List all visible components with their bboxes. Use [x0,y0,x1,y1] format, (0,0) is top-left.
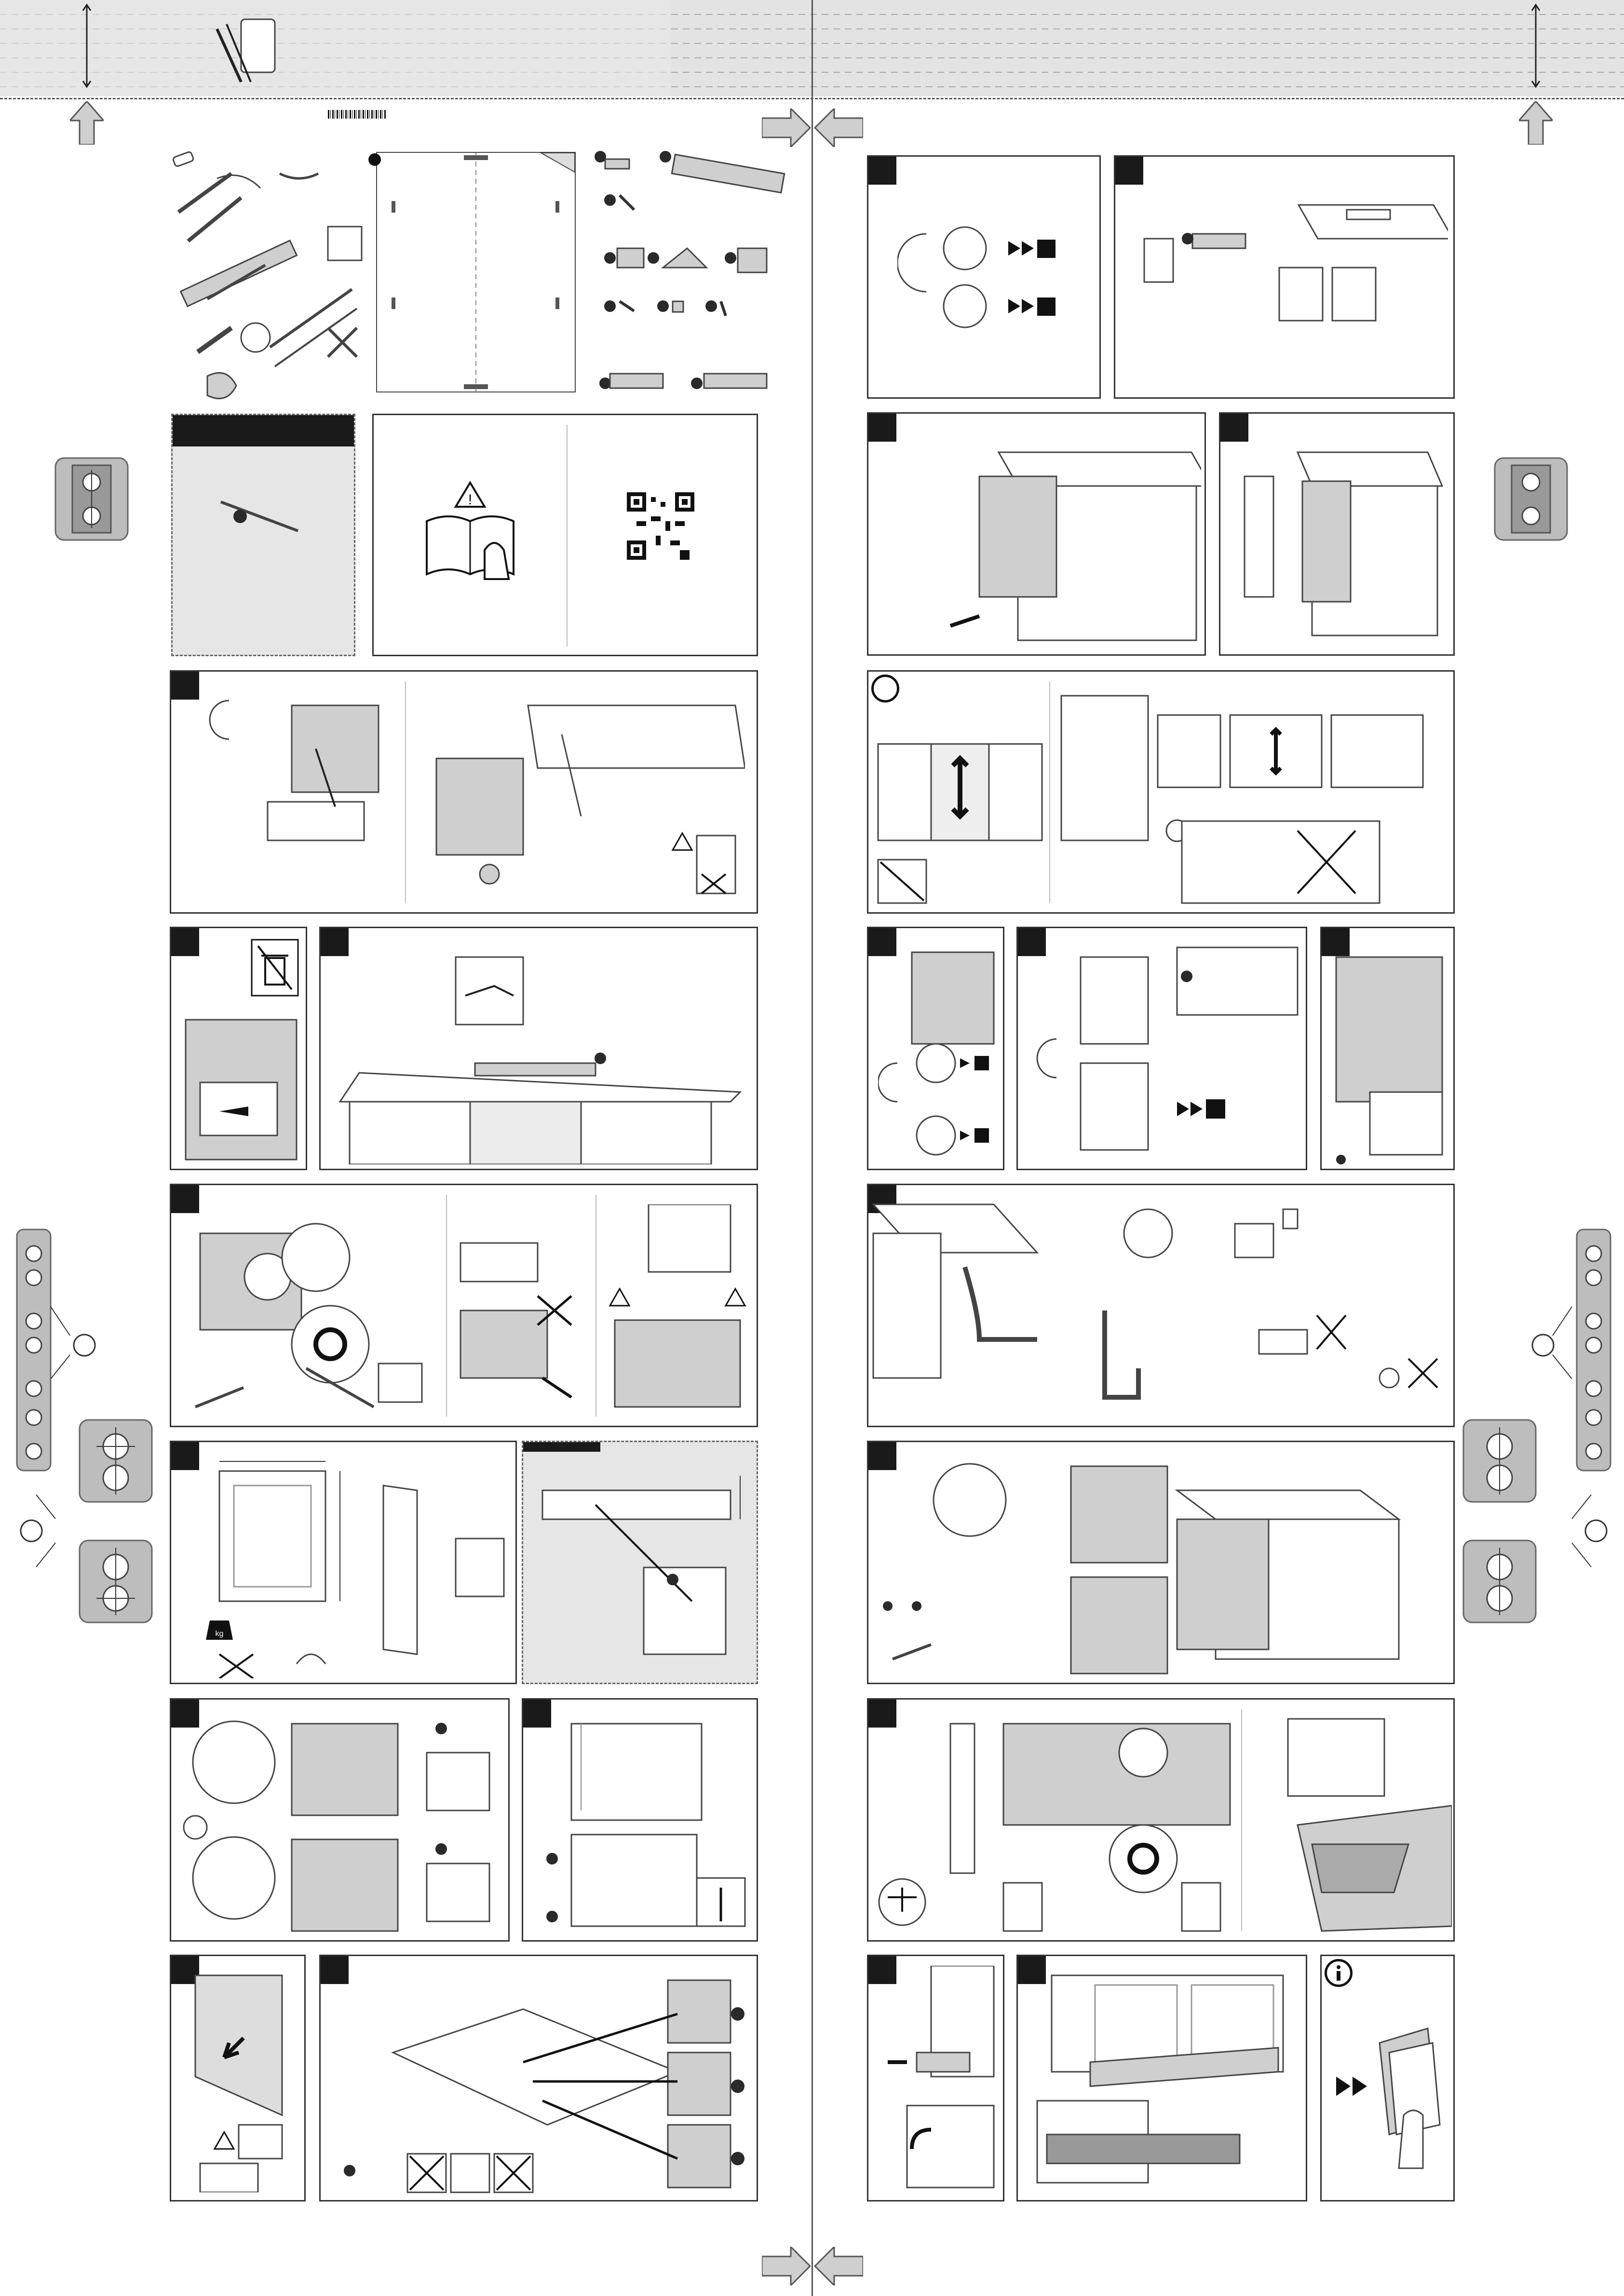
step-badge [868,157,896,185]
panel-step-clearance [522,1441,758,1684]
step-badge [171,1442,199,1470]
panel-step-door-weight [170,1441,517,1684]
panel-step-door-check [867,155,1101,399]
panel-step-template [319,927,758,1170]
panel-step-cut-steam-guard [170,1698,510,1942]
step-badge [1115,157,1143,185]
bracket-detail-icon [1461,1418,1538,1504]
fold-line [812,0,813,2296]
step-badge [868,414,896,442]
panel-step-plinth [867,1955,1004,2201]
panel-step-cabinet-measure [1114,155,1455,399]
panel-step-mark-door [522,1698,758,1942]
detail-circle-icon [1562,1490,1620,1572]
panel-read-manual [372,414,758,656]
template-sheet [376,152,576,392]
panel-step-height-adjust-overview [867,670,1455,914]
panel-step-door-height [867,927,1004,1170]
step-badge [871,675,899,702]
panel-step-water-connection [867,1184,1455,1427]
double-arrow-icon [1336,2077,1367,2096]
detail-circle-icon [46,1302,118,1384]
panel-step-fasten-brackets [319,1955,758,2201]
panel-step-slide-in [867,412,1206,656]
step-badge [1220,414,1248,442]
bracket-detail-icon [1461,1538,1538,1625]
detail-circle-icon [1504,1302,1577,1384]
bracket-detail-icon [1492,456,1570,542]
svg-text:!: ! [468,492,473,508]
panel-header-bar [173,415,354,446]
panel-step-unpack [170,670,758,914]
panel-step-info-next [1320,1955,1455,2201]
panel-step-side-fixing [867,1441,1455,1684]
bracket-detail-icon [77,1418,154,1504]
panel-step-door-measure [1016,927,1307,1170]
panel-step-remove-packaging [170,927,307,1170]
panel-step-level [867,1698,1455,1942]
fold-arrows-icon [762,2247,863,2285]
tools-illustration [159,145,371,405]
fold-arrows-icon [762,108,863,147]
weight-unit-label: kg [215,1630,224,1638]
manual-book-icon [422,478,518,589]
detail-circle-icon [7,1490,65,1572]
step-badge [171,928,199,956]
up-arrow-icon [70,101,104,145]
parts-illustration [591,147,793,398]
barcode [328,110,386,119]
balance-scale-icon [879,1879,925,1925]
info-circle-icon [1325,1959,1353,1987]
bracket-detail-icon [77,1538,154,1625]
double-arrow-icon [1008,240,1056,316]
part-bullet [368,153,381,166]
bracket-detail-icon [53,456,130,542]
waste-bin-icon [251,939,299,997]
panel-step-adjust-height [170,1184,758,1427]
qr-code [627,492,694,560]
panel-step-plinth-fit [1016,1955,1307,2201]
panel-step-screw-bottom [1320,927,1455,1170]
panel-optional-part [171,414,355,656]
panel-step-attach-door [1219,412,1455,656]
panel-step-attach-template [170,1955,306,2201]
up-arrow-icon [1519,101,1553,145]
